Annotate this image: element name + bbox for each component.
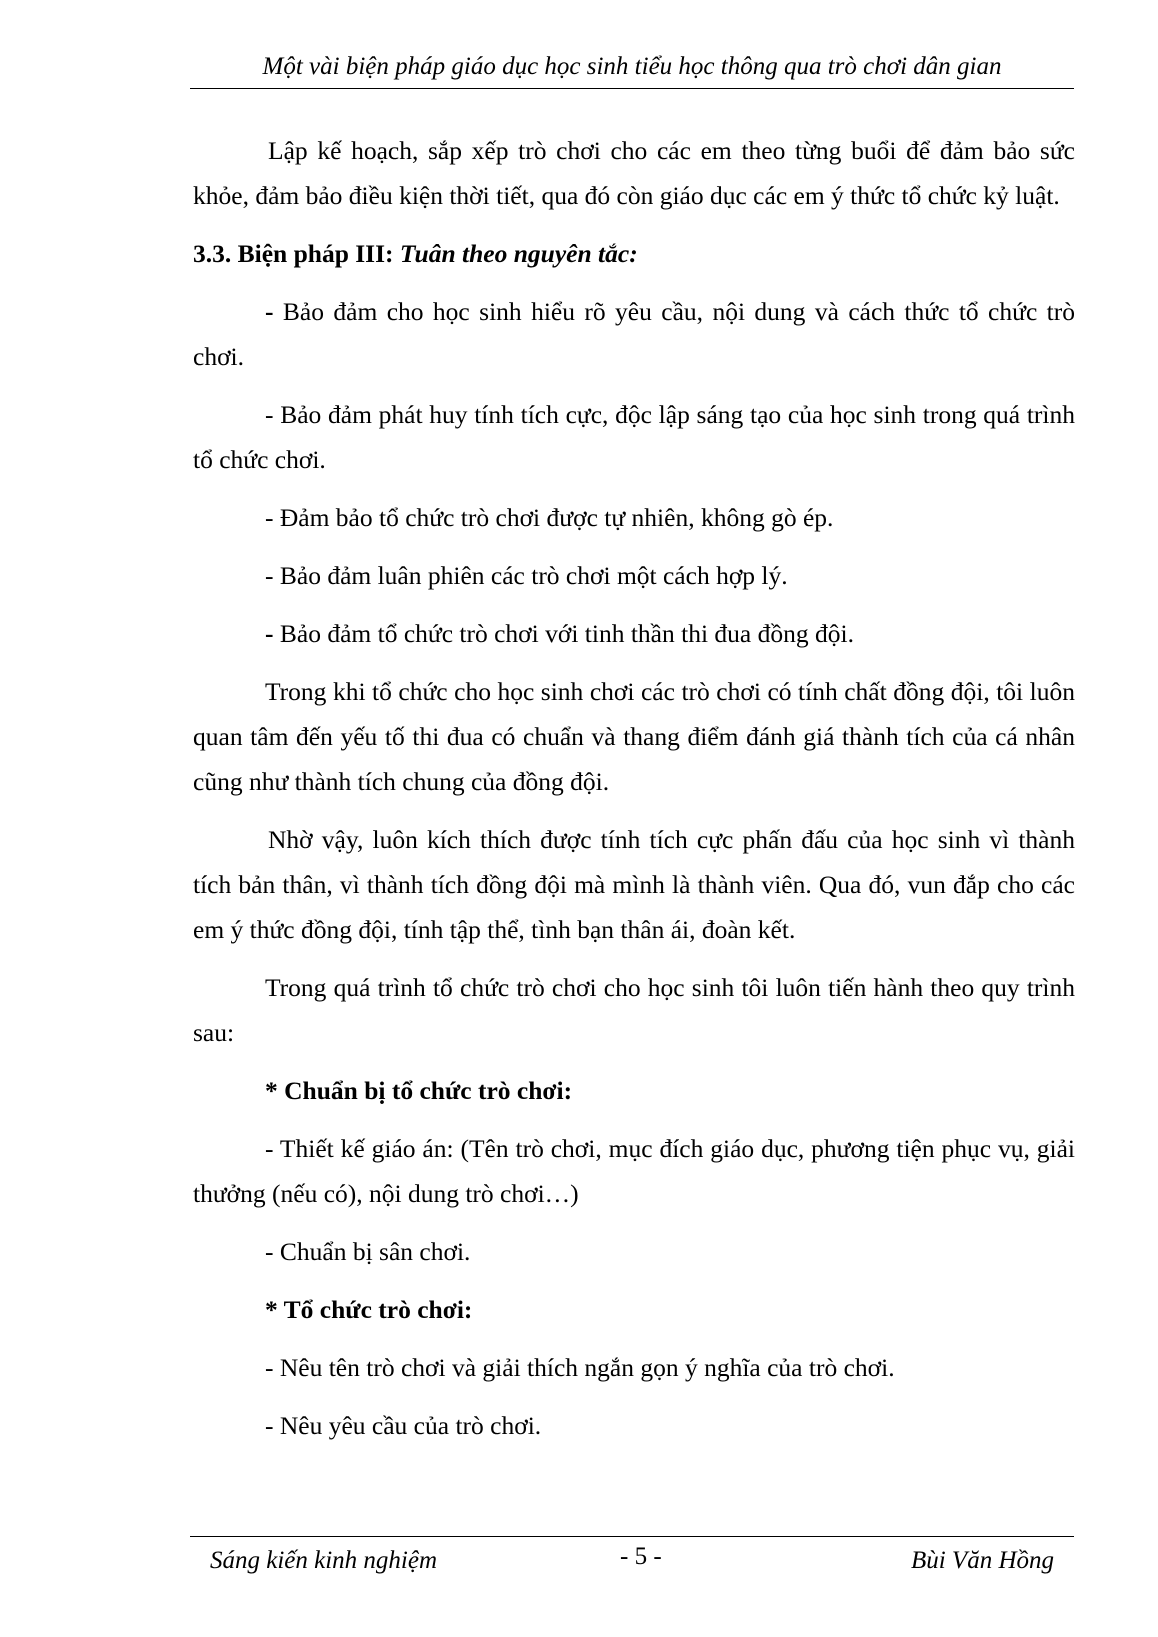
subheading-prepare: * Chuẩn bị tổ chức trò chơi: — [265, 1076, 573, 1105]
prepare-item-1: - Thiết kế giáo án: (Tên trò chơi, mục đích giáo dục, phương tiện phục vụ, giải thưởng (nếu có), nội dung trò chơi…) — [193, 1134, 1075, 1208]
paragraph-competition: Trong khi tổ chức cho học sinh chơi các trò chơi có tính chất đồng đội, tôi luôn quan tâm đến yếu tố thi đua có chuẩn và thang điểm đánh giá thành tích của cá nhân cũng như thành tích chung của đồng đội. — [193, 677, 1075, 796]
section-heading — [193, 231, 1075, 276]
paragraph-result: Nhờ vậy, luôn kích thích được tính tích cực phấn đấu của học sinh vì thành tích bản thân, vì thành tích đồng đội mà mình là thành viên. Qua đó, vun đắp cho các em ý thức đồng đội, tính tập thể, tình bạn thân ái, đoàn kết. — [193, 825, 1075, 944]
document-body — [193, 128, 1075, 1461]
organize-item-1: - Nêu tên trò chơi và giải thích ngắn gọn ý nghĩa của trò chơi. — [265, 1353, 895, 1382]
section-heading-prefix: 3.3. Biện pháp III: — [193, 239, 400, 268]
principle-item-5 — [193, 611, 1075, 656]
page-header — [190, 50, 1074, 89]
header-title: Một vài biện pháp giáo dục học sinh tiểu học thông qua trò chơi dân gian — [262, 53, 1002, 80]
organize-item-2: - Nêu yêu cầu của trò chơi. — [265, 1411, 542, 1440]
page-number: - 5 - — [620, 1543, 662, 1570]
principle-text: Bảo đảm tổ chức trò chơi với tinh thần thi đua đồng đội. — [273, 619, 854, 648]
prepare-item-2: - Chuẩn bị sân chơi. — [265, 1237, 471, 1266]
principle-text: Bảo đảm cho học sinh hiểu rõ yêu cầu, nội dung và cách thức tổ chức trò chơi. — [193, 297, 1075, 371]
principle-dash: - — [265, 619, 274, 648]
principle-item-1 — [193, 289, 1075, 379]
footer-doc-type: Sáng kiến kinh nghiệm — [210, 1547, 438, 1574]
subheading-organize: * Tổ chức trò chơi: — [265, 1295, 473, 1324]
footer-author: Bùi Văn Hồng — [910, 1547, 1054, 1574]
paragraph-plan: Lập kế hoạch, sắp xếp trò chơi cho các em theo từng buổi để đảm bảo sức khỏe, đảm bảo điều kiện thời tiết, qua đó còn giáo dục các em ý thức tổ chức kỷ luật. — [193, 136, 1075, 210]
paragraph-process: Trong quá trình tổ chức trò chơi cho học sinh tôi luôn tiến hành theo quy trình sau: — [193, 973, 1075, 1047]
principle-dash: - — [265, 297, 274, 326]
principle-item-4: - Bảo đảm luân phiên các trò chơi một cách hợp lý. — [265, 561, 788, 590]
section-heading-title: Tuân theo nguyên tắc: — [399, 239, 638, 268]
principle-item-3: - Đảm bảo tổ chức trò chơi được tự nhiên, không gò ép. — [265, 503, 834, 532]
page-footer — [190, 1536, 1074, 1587]
principle-item-2: - Bảo đảm phát huy tính tích cực, độc lập sáng tạo của học sinh trong quá trình tổ chức chơi. — [193, 400, 1075, 474]
